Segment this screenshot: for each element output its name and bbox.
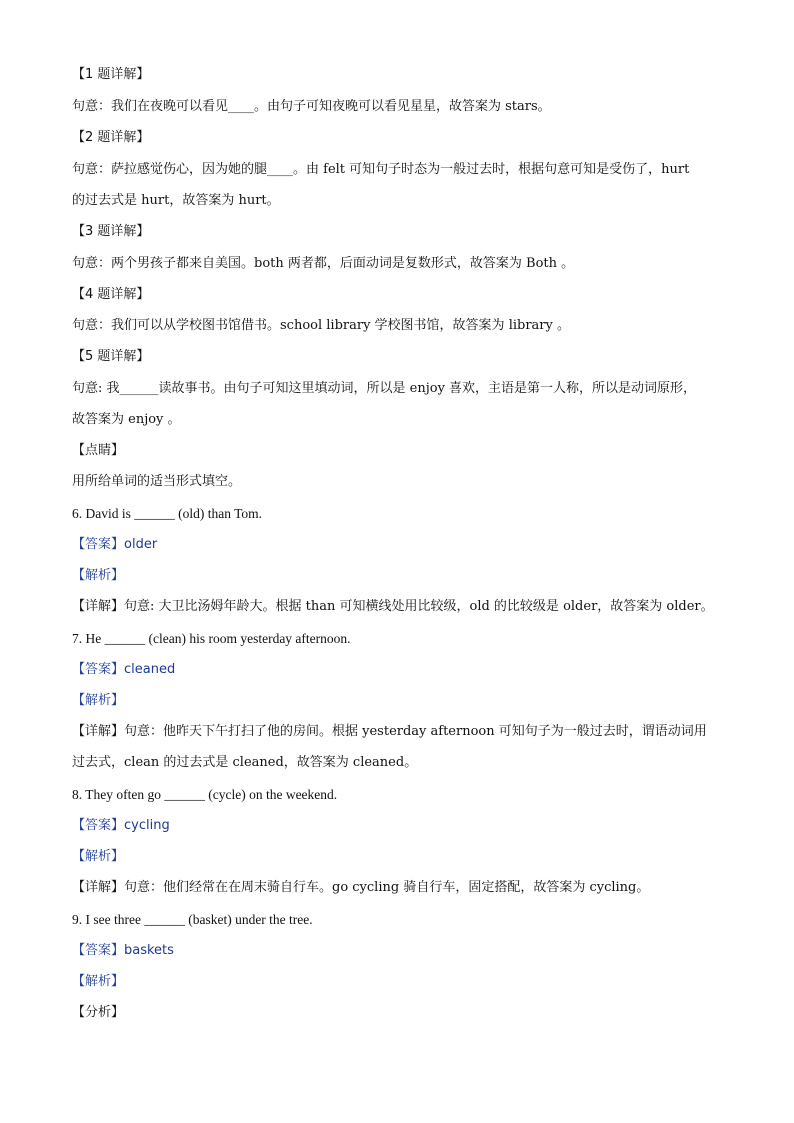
explanation-q5-line2: 故答案为 enjoy 。: [72, 412, 181, 427]
section-heading-q4: 【4 题详解】: [72, 287, 150, 302]
question-9: 9. I see three ______ (basket) under the tree.: [72, 912, 313, 927]
explanation-q7-line2: 过去式，clean 的过去式是 cleaned，故答案为 cleaned。: [72, 755, 418, 770]
explanation-q8: 【详解】句意：他们经常在在周末骑自行车。go cycling 骑自行车，固定搭配，故答案为 cycling。: [72, 880, 650, 895]
explanation-q2-line1: 句意：萨拉感觉伤心，因为她的腿____。由 felt 可知句子时态为一般过去时，根据句意可知是受伤了，hurt: [72, 162, 690, 177]
explanation-q2-line2: 的过去式是 hurt，故答案为 hurt。: [72, 193, 280, 208]
analysis-subheading-9: 【分析】: [72, 1005, 125, 1020]
answer-8: 【答案】cycling: [72, 818, 170, 833]
analysis-heading-8: 【解析】: [72, 849, 125, 864]
question-7: 7. He ______ (clean) his room yesterday afternoon.: [72, 631, 351, 646]
answer-7: 【答案】cleaned: [72, 662, 176, 677]
answer-9: 【答案】baskets: [72, 943, 174, 958]
explanation-q7-line1: 【详解】句意：他昨天下午打扫了他的房间。根据 yesterday afternoon 可知句子为一般过去时，谓语动词用: [72, 724, 707, 739]
instruction-text: 用所给单词的适当形式填空。: [72, 474, 242, 489]
answer-6: 【答案】older: [72, 537, 158, 552]
explanation-q4: 句意：我们可以从学校图书馆借书。school library 学校图书馆，故答案为 library 。: [72, 318, 570, 333]
section-heading-q5: 【5 题详解】: [72, 349, 150, 364]
question-8: 8. They often go ______ (cycle) on the weekend.: [72, 787, 338, 802]
analysis-heading-6: 【解析】: [72, 568, 125, 583]
question-6: 6. David is ______ (old) than Tom.: [72, 506, 263, 521]
section-heading-q1: 【1 题详解】: [72, 67, 150, 82]
explanation-q3: 句意：两个男孩子都来自美国。both 两者都，后面动词是复数形式，故答案为 Both 。: [72, 256, 575, 271]
section-heading-q3: 【3 题详解】: [72, 224, 150, 239]
analysis-heading-7: 【解析】: [72, 693, 125, 708]
explanation-q1: 句意：我们在夜晚可以看见____。由句子可知夜晚可以看见星星，故答案为 stars。: [72, 99, 551, 114]
analysis-heading-9: 【解析】: [72, 974, 125, 989]
explanation-q6: 【详解】句意: 大卫比汤姆年龄大。根据 than 可知横线处用比较级，old 的比较级是 older，故答案为 older。: [72, 599, 714, 614]
explanation-q5-line1: 句意: 我______读故事书。由句子可知这里填动词，所以是 enjoy 喜欢，主语是第一人称，所以是动词原形，: [72, 381, 697, 396]
tip-heading: 【点睛】: [72, 443, 125, 458]
section-heading-q2: 【2 题详解】: [72, 130, 150, 145]
